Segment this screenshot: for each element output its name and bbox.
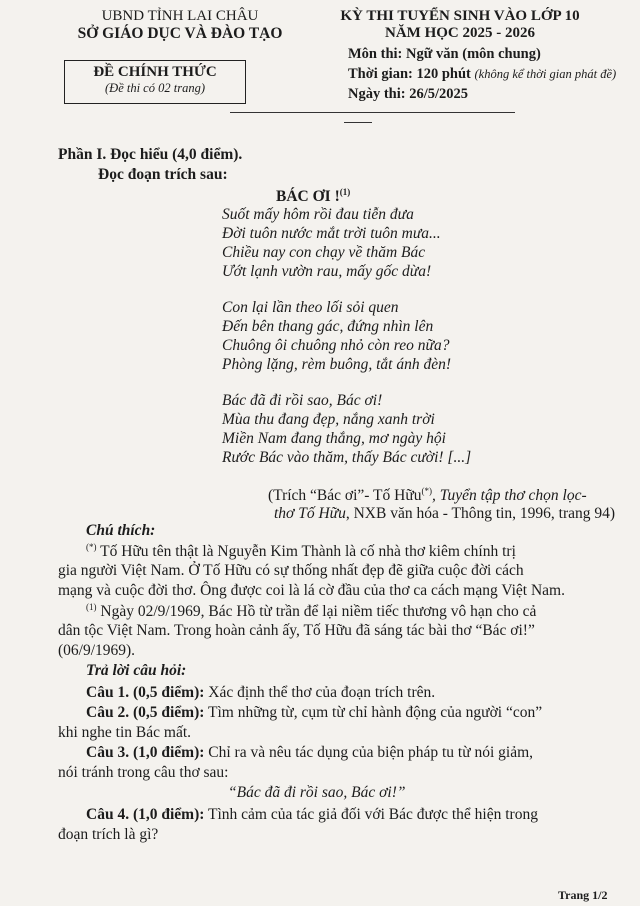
poem-line: Bác đã đi rồi sao, Bác ơi! bbox=[222, 392, 383, 409]
q4-text: Tình cảm của tác giả đối với Bác được thể hiện trong bbox=[208, 806, 538, 823]
poem-line: Suốt mấy hôm rồi đau tiễn đưa bbox=[222, 206, 414, 223]
q1-label: Câu 1. (0,5 điểm): bbox=[86, 684, 205, 701]
citation-anthology: , Tuyển tập thơ chọn lọc- bbox=[432, 487, 587, 505]
q3-text-cont: nói tránh trong câu thơ sau: bbox=[58, 764, 229, 781]
poem-title bbox=[276, 187, 350, 206]
q2-text-cont: khi nghe tin Bác mất. bbox=[58, 724, 192, 741]
exam-title: KỲ THI TUYỂN SINH VÀO LỚP 10 bbox=[340, 8, 580, 24]
date-line bbox=[348, 86, 468, 103]
page-count-note: (Đề thi có 02 trang) bbox=[105, 81, 205, 95]
poem-line: Chiều nay con chạy về thăm Bác bbox=[222, 244, 426, 261]
official-exam-box bbox=[64, 60, 246, 104]
note2-text: Ngày 02/9/1969, Bác Hồ từ trần để lại niềm tiếc thương vô hạn cho cả bbox=[100, 603, 537, 621]
note1-text: Tố Hữu tên thật là Nguyễn Kim Thành là cố nhà thơ kiêm chính trị bbox=[100, 543, 516, 561]
q2-label: Câu 2. (0,5 điểm): bbox=[86, 704, 205, 721]
header-rule bbox=[230, 112, 515, 113]
q4-label: Câu 4. (1,0 điểm): bbox=[86, 806, 205, 823]
agency-name: UBND TỈNH LAI CHÂU bbox=[101, 8, 259, 24]
question-3 bbox=[86, 744, 533, 762]
poem-title-text: BÁC ƠI ! bbox=[276, 188, 340, 206]
question-4 bbox=[86, 806, 538, 824]
subject-line bbox=[348, 46, 541, 63]
issuing-agency bbox=[60, 8, 300, 43]
q4-text-cont: đoạn trích là gì? bbox=[58, 826, 159, 843]
q3-label: Câu 3. (1,0 điểm): bbox=[86, 744, 205, 761]
q3-text: Chỉ ra và nêu tác dụng của biện pháp tu từ nói giảm, bbox=[208, 744, 534, 761]
question-1 bbox=[86, 684, 435, 702]
time-label: Thời gian: bbox=[348, 66, 413, 82]
date-value: 26/5/2025 bbox=[409, 86, 469, 102]
q1-text: Xác định thể thơ của đoạn trích trên. bbox=[208, 684, 436, 701]
questions-heading: Trả lời câu hỏi: bbox=[86, 662, 187, 679]
note2-line: dân tộc Việt Nam. Trong hoàn cảnh ấy, Tố Hữu đã sáng tác bài thơ “Bác ơi!” bbox=[58, 622, 535, 639]
citation-line-2 bbox=[274, 505, 615, 523]
exam-header bbox=[340, 8, 580, 42]
department-name: SỞ GIÁO DỤC VÀ ĐÀO TẠO bbox=[77, 25, 283, 42]
part1-heading: Phần I. Đọc hiểu (4,0 điểm). bbox=[58, 146, 243, 163]
page-number: Trang 1/2 bbox=[558, 888, 608, 902]
poem-line: Đến bên thang gác, đứng nhìn lên bbox=[222, 318, 434, 335]
date-label: Ngày thi: bbox=[348, 86, 406, 102]
poem-line: Đời tuôn nước mắt trời tuôn mưa... bbox=[222, 225, 441, 242]
poem-line: Phòng lặng, rèm buông, tắt ánh đèn! bbox=[222, 356, 452, 373]
school-year: NĂM HỌC 2025 - 2026 bbox=[385, 25, 535, 41]
citation-publisher: , NXB văn hóa - Thông tin, 1996, trang 94) bbox=[345, 505, 616, 522]
time-line bbox=[348, 66, 616, 83]
time-value: 120 phút bbox=[416, 66, 471, 82]
note2-sup: (1) bbox=[86, 602, 97, 612]
subject-label: Môn thi: bbox=[348, 46, 403, 62]
part1-instruction: Đọc đoạn trích sau: bbox=[98, 166, 228, 183]
note1-line: gia người Việt Nam. Ở Tố Hữu có sự thống nhất đẹp đẽ giữa cuộc đời cách bbox=[58, 562, 524, 579]
official-title: ĐỀ CHÍNH THỨC bbox=[93, 64, 217, 80]
poem-line: Mùa thu đang đẹp, nắng xanh trời bbox=[222, 411, 435, 428]
note1-sup: (*) bbox=[86, 542, 97, 552]
note1-line: mạng và cuộc đời thơ. Ông được coi là lá cờ đầu của thơ ca cách mạng Việt Nam. bbox=[58, 582, 565, 599]
note2-line: (06/9/1969). bbox=[58, 642, 136, 659]
subject-value: Ngữ văn (môn chung) bbox=[406, 46, 541, 62]
header-short-rule bbox=[344, 122, 372, 123]
citation-book: thơ Tố Hữu bbox=[274, 505, 346, 522]
question-2 bbox=[86, 704, 542, 722]
citation-sup: (*) bbox=[421, 486, 432, 496]
poem-line: Con lại lần theo lối sỏi quen bbox=[222, 299, 399, 316]
q3-quote: “Bác đã đi rồi sao, Bác ơi!” bbox=[228, 784, 406, 801]
poem-title-sup: (1) bbox=[339, 187, 351, 197]
poem-line: Rước Bác vào thăm, thấy Bác cười! [...] bbox=[222, 449, 472, 466]
poem-line: Miền Nam đang thắng, mơ ngày hội bbox=[222, 430, 446, 447]
note1-line bbox=[86, 542, 516, 561]
poem-line: Chuông ôi chuông nhỏ còn reo nữa? bbox=[222, 337, 450, 354]
citation-source: (Trích “Bác ơi”- Tố Hữu bbox=[268, 487, 422, 505]
q2-text: Tìm những từ, cụm từ chỉ hành động của người “con” bbox=[208, 704, 543, 721]
poem-line: Ướt lạnh vườn rau, mấy gốc dừa! bbox=[222, 263, 432, 280]
citation-line-1 bbox=[268, 486, 587, 505]
note2-line bbox=[86, 602, 536, 621]
time-note: (không kể thời gian phát đề) bbox=[474, 67, 617, 81]
notes-heading: Chú thích: bbox=[86, 522, 156, 539]
